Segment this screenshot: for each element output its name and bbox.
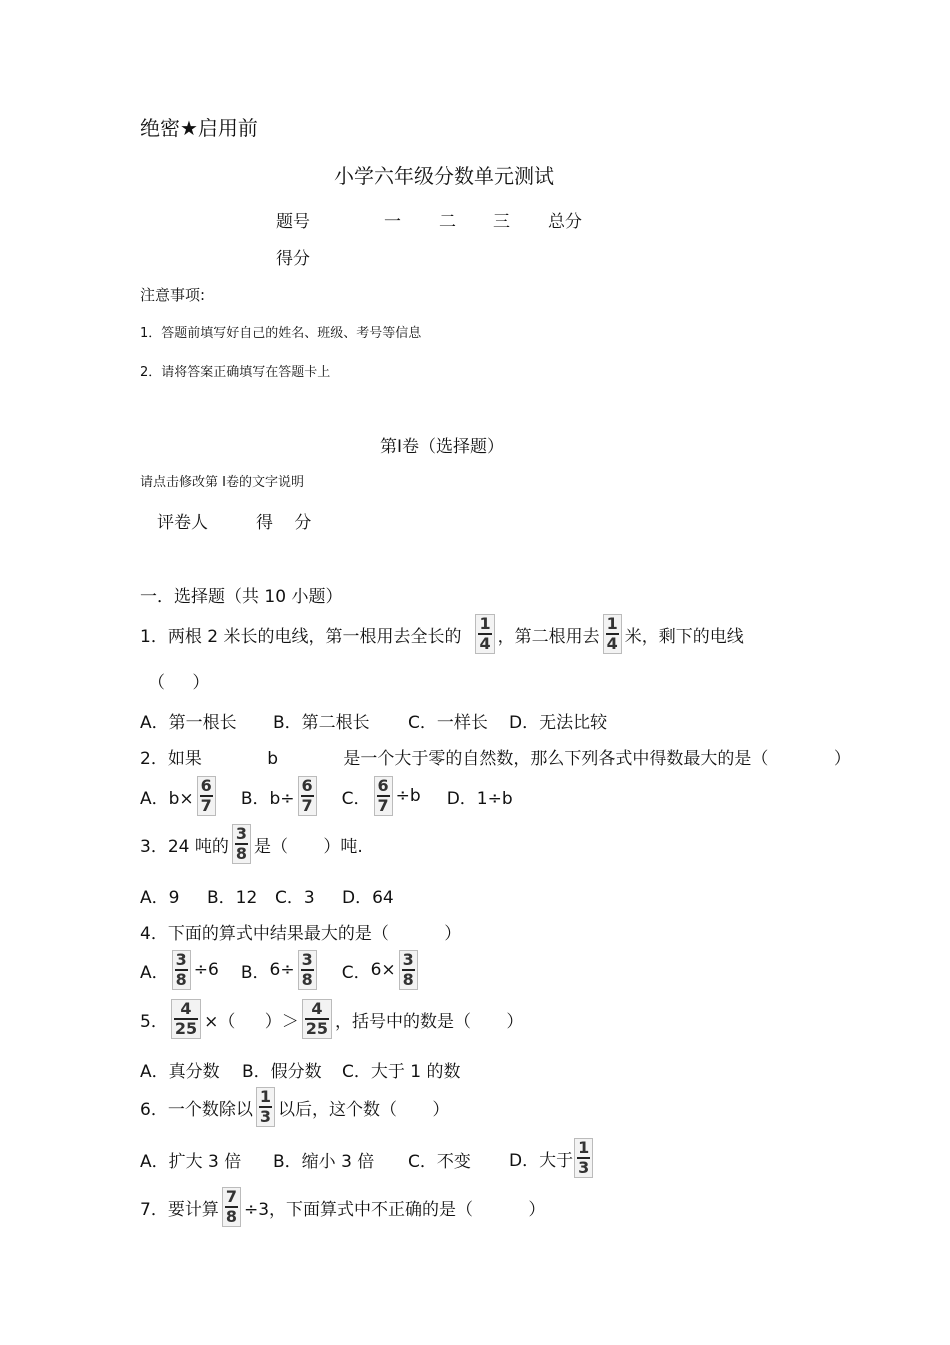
question-5	[140, 997, 523, 1041]
q2-option-d[interactable]: D．1÷b	[446, 788, 513, 809]
fraction-six-sevenths: $\frac{6}{7}$	[374, 776, 393, 816]
question-1	[140, 614, 744, 654]
question-7	[140, 1185, 545, 1229]
fraction-three-eighths: $\frac{3}{8}$	[298, 950, 317, 990]
score-col-2: 二	[439, 212, 456, 232]
secret-label: 绝密★启用前	[140, 116, 258, 140]
q3-option-c[interactable]: C．3	[275, 888, 315, 908]
q6-option-a[interactable]: A．扩大 3 倍	[140, 1152, 242, 1172]
fraction-three-eighths: $\frac{3}{8}$	[172, 950, 191, 990]
grader-label: 评卷人	[157, 513, 208, 533]
note-item-2: 2．请将答案正确填写在答题卡上	[140, 365, 331, 380]
q2-option-b[interactable]: B．b÷ $\frac{6}{7}$	[241, 776, 320, 816]
q4-options	[140, 948, 421, 992]
score-col-3: 三	[493, 212, 510, 232]
fraction-one-third: $\frac{1}{3}$	[574, 1138, 593, 1178]
q6-text-b: 以后，这个数（ ）	[277, 1099, 450, 1120]
q3-option-a[interactable]: A．9	[140, 888, 180, 908]
q5-text-a: 5．	[140, 1011, 168, 1032]
q1-text-c: 米，剩下的电线	[624, 626, 744, 647]
q6-option-b[interactable]: B．缩小 3 倍	[273, 1152, 375, 1172]
q5-text-b: ×（ ）＞	[204, 1011, 299, 1032]
q5-option-a[interactable]: A．真分数	[140, 1062, 220, 1082]
q7-text-b: ÷3，下面算式中不正确的是（ ）	[243, 1199, 546, 1220]
q3-option-b[interactable]: B．12	[207, 888, 258, 908]
notes-heading: 注意事项:	[140, 286, 206, 304]
q1-option-c[interactable]: C．一样长	[408, 713, 488, 733]
q3-option-d[interactable]: D．64	[342, 888, 394, 908]
q1-text-a: 1．两根 2 米长的电线，第一根用去全长的	[140, 626, 462, 647]
fraction-three-eighths: $\frac{3}{8}$	[232, 824, 251, 864]
fraction-four-25ths: $\frac{4}{25}$	[302, 999, 332, 1039]
q2-option-a[interactable]: A．b× $\frac{6}{7}$	[140, 776, 219, 816]
score-row-label: 得分	[276, 249, 310, 269]
fraction-four-25ths: $\frac{4}{25}$	[171, 999, 201, 1039]
fraction-six-sevenths: $\frac{6}{7}$	[197, 776, 216, 816]
q6-option-d[interactable]: D．大于 $\frac{1}{3}$	[509, 1136, 596, 1180]
q1-option-a[interactable]: A．第一根长	[140, 713, 237, 733]
q7-text-a: 7．要计算	[140, 1199, 219, 1220]
fraction-one-third: $\frac{1}{3}$	[256, 1087, 275, 1127]
q1-text-b: ，第二根用去	[497, 626, 600, 647]
question-3	[140, 822, 363, 866]
question-6	[140, 1085, 449, 1129]
part1-desc: 请点击修改第 Ⅰ卷的文字说明	[140, 475, 304, 490]
q3-text-b: 是（ ）吨.	[254, 836, 363, 857]
part1-title: 第Ⅰ卷（选择题）	[380, 437, 505, 457]
q1-answer-paren: （ ）	[148, 673, 210, 693]
section-title: 一．选择题（共 10 小题）	[140, 587, 343, 607]
question-2: 2．如果 b 是一个大于零的自然数，那么下列各式中得数最大的是（ ）	[140, 749, 851, 769]
score-header-label: 题号	[276, 212, 310, 232]
grader-score-label: 得 分	[256, 513, 320, 533]
fraction-seven-eighths: $\frac{7}{8}$	[222, 1187, 241, 1227]
q4-option-b[interactable]: B． 6÷ $\frac{3}{8}$	[241, 950, 320, 990]
fraction-three-eighths: $\frac{3}{8}$	[399, 950, 418, 990]
q6-text-a: 6．一个数除以	[140, 1099, 253, 1120]
q4-option-c[interactable]: C． 6× $\frac{3}{8}$	[342, 950, 421, 990]
q1-option-d[interactable]: D．无法比较	[509, 713, 608, 733]
score-col-1: 一	[384, 212, 401, 232]
fraction-one-quarter: $\frac{1}{4}$	[603, 614, 622, 654]
note-item-1: 1．答题前填写好自己的姓名、班级、考号等信息	[140, 326, 422, 341]
q4-option-a[interactable]: A． $\frac{3}{8}$ ÷6	[140, 950, 219, 989]
q1-option-b[interactable]: B．第二根长	[273, 713, 370, 733]
q5-text-c: ，括号中的数是（ ）	[335, 1011, 524, 1032]
page-title: 小学六年级分数单元测试	[334, 164, 554, 188]
q3-text-a: 3．24 吨的	[140, 836, 229, 857]
q5-option-b[interactable]: B．假分数	[242, 1062, 322, 1082]
fraction-six-sevenths: $\frac{6}{7}$	[298, 776, 317, 816]
score-col-total: 总分	[548, 212, 582, 232]
q6-option-c[interactable]: C．不变	[408, 1152, 471, 1172]
q2-option-c[interactable]: C． $\frac{6}{7}$ ÷b	[341, 776, 421, 815]
q2-options	[140, 774, 513, 818]
question-4: 4．下面的算式中结果最大的是（ ）	[140, 924, 462, 944]
q5-option-c[interactable]: C．大于 1 的数	[342, 1062, 461, 1082]
fraction-one-quarter: $\frac{1}{4}$	[475, 614, 494, 654]
